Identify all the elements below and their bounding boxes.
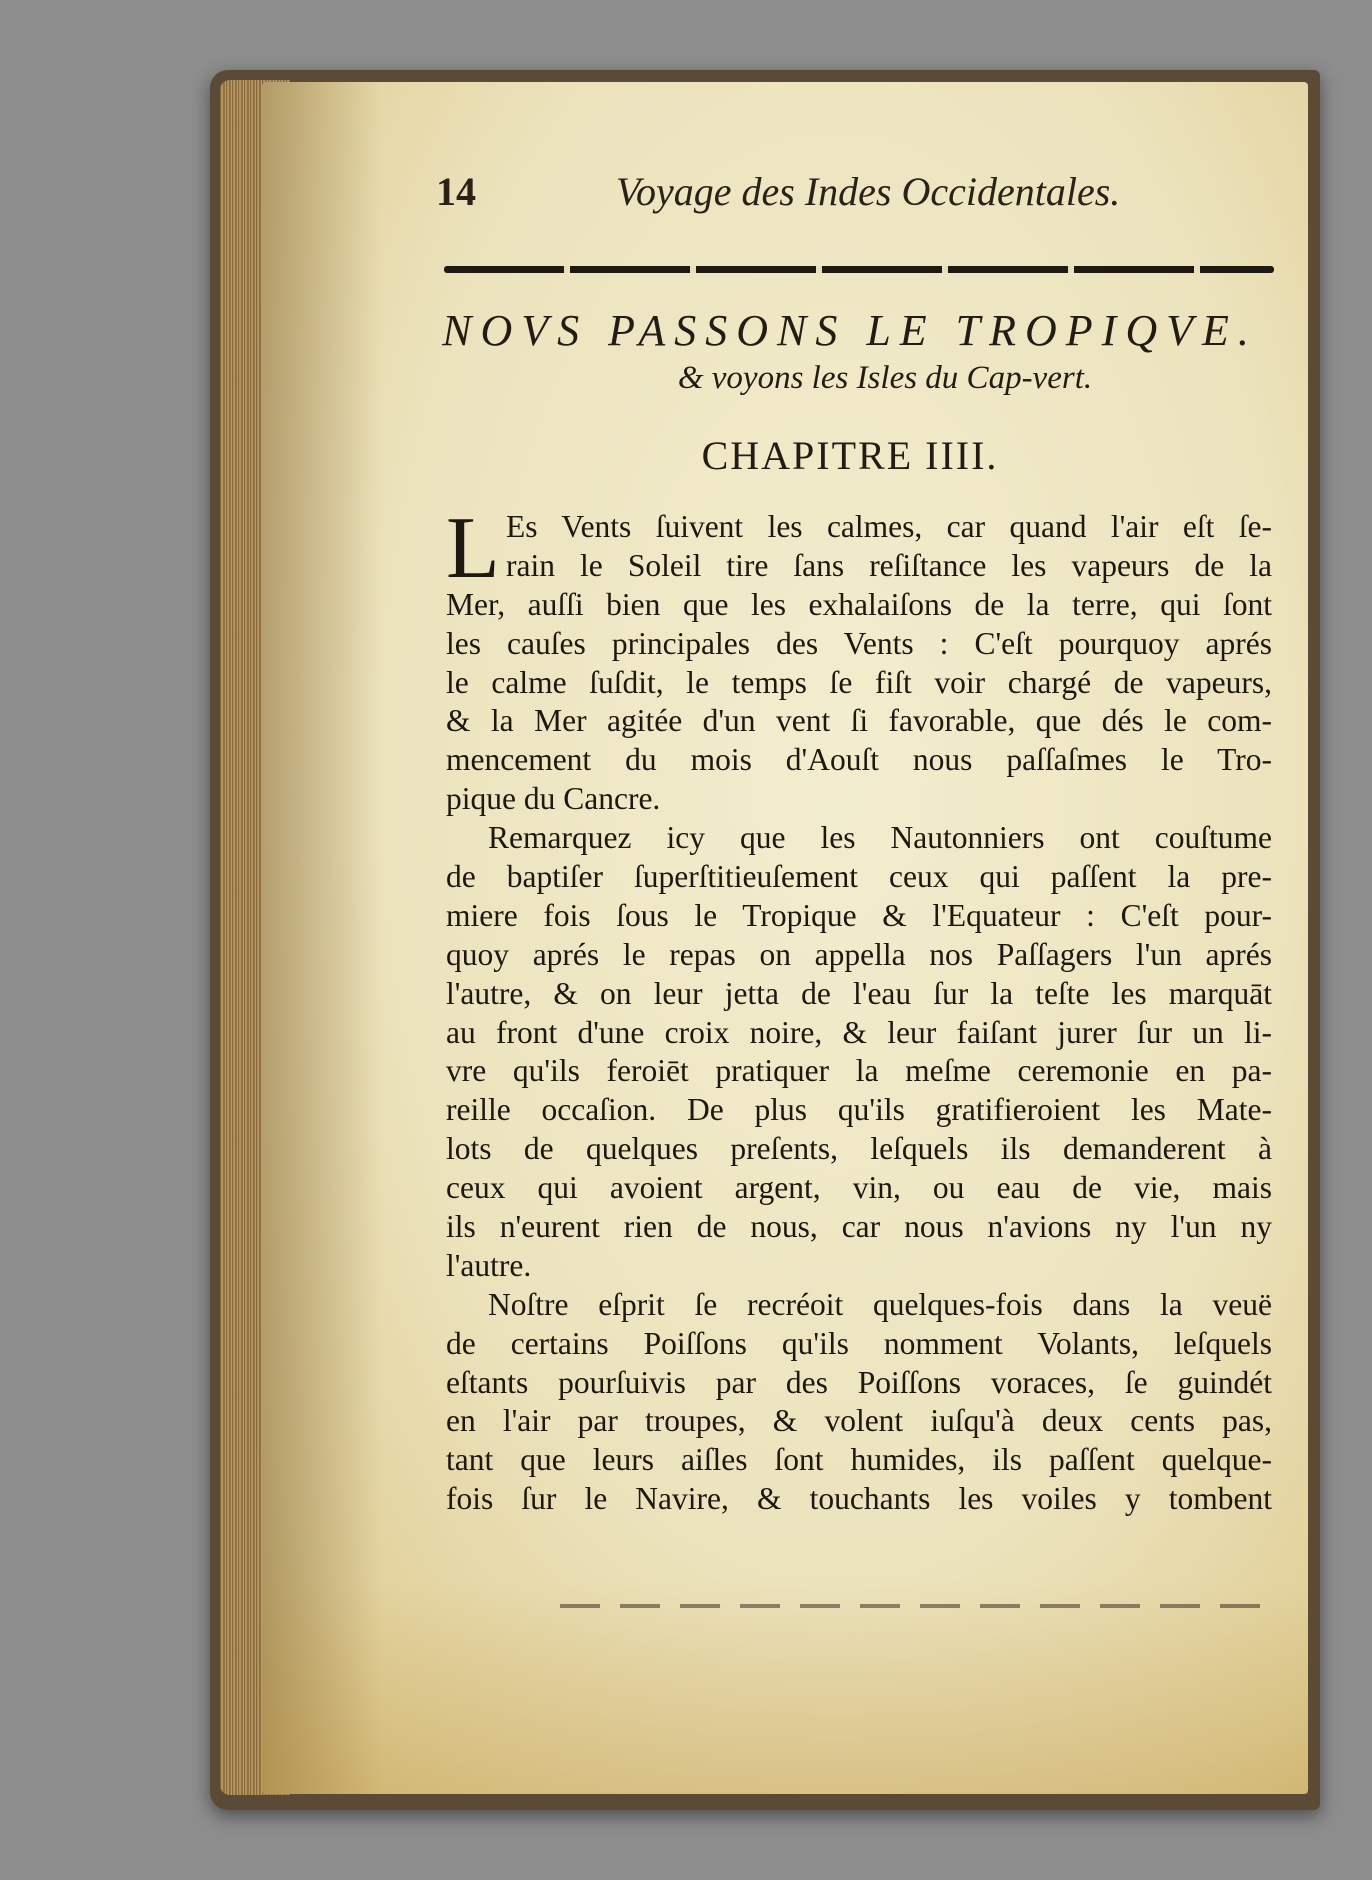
running-header: [436, 168, 1246, 228]
text-line: fois ſur le Navire, & touchants les voiles y tombent: [446, 1481, 1272, 1517]
text-line: en l'air par troupes, & volent iuſqu'à deux cents pas,: [446, 1403, 1272, 1439]
text-line: le calme ſuſdit, le temps ſe fiſt voir chargé de vapeurs,: [446, 664, 1272, 700]
text-line: l'autre, & on leur jetta de l'eau ſur la teſte les marquāt: [446, 975, 1272, 1011]
text-line: eſtants pourſuivis par des Poiſſons voraces, ſe guindét: [446, 1364, 1272, 1400]
text-line: les cauſes principales des Vents : C'eſt pourquoy aprés: [446, 625, 1272, 661]
text-line: de baptiſer ſuperſtitieuſement ceux qui paſſent la pre-: [446, 859, 1272, 895]
chapter-number: CHAPITRE IIII.: [701, 433, 999, 478]
chapter-heading: [430, 305, 1270, 397]
text-line: Noſtre eſprit ſe recréoit quelques-fois dans la veuë: [488, 1286, 1272, 1322]
text-line: & la Mer agitée d'un vent ſi favorable, que dés le com-: [446, 703, 1272, 739]
running-title: Voyage des Indes Occidentales.: [616, 169, 1121, 214]
text-line: ils n'eurent rien de nous, car nous n'avions ny l'un ny: [446, 1209, 1272, 1245]
text-line: tant que leurs aiſles ſont humides, ils paſſent quelque-: [446, 1442, 1272, 1478]
text-line: vre qu'ils feroiēt pratiquer la meſme ceremonie en pa-: [446, 1053, 1272, 1089]
chapter-title: NOVS PASSONS LE TROPIQVE.: [442, 306, 1258, 355]
drop-cap: L: [446, 500, 500, 597]
text-line: reille occaſion. De plus qu'ils gratifieroient les Mate-: [446, 1092, 1272, 1128]
text-line: Remarquez icy que les Nautonniers ont couſtume: [488, 820, 1272, 856]
text-line: rain le Soleil tire ſans reſiſtance les vapeurs de la: [506, 547, 1272, 583]
text-line: Mer, auſſi bien que les exhalaiſons de la terre, qui ſont: [446, 586, 1272, 622]
text-line: lots de quelques preſents, leſquels ils demanderent à: [446, 1131, 1272, 1167]
body-text: [446, 500, 1272, 1519]
text-line: l'autre.: [446, 1247, 532, 1283]
text-line: Es Vents ſuivent les calmes, car quand l'air eſt ſe-: [506, 509, 1272, 544]
chapter-subtitle: & voyons les Isles du Cap-vert.: [677, 360, 1093, 396]
text-line: au front d'une croix noire, & leur faiſant jurer ſur un li-: [446, 1014, 1272, 1050]
text-line: pique du Cancre.: [446, 781, 661, 817]
text-line: quoy aprés le repas on appella nos Paſſagers l'un aprés: [446, 936, 1272, 972]
text-line: ceux qui avoient argent, vin, ou eau de vie, mais: [446, 1170, 1272, 1206]
text-line: miere fois ſous le Tropique & l'Equateur : C'eſt pour-: [446, 897, 1272, 933]
text-line: mencement du mois d'Aouſt nous paſſaſmes le Tro-: [446, 742, 1272, 778]
text-line: de certains Poiſſons qu'ils nomment Volants, leſquels: [446, 1325, 1272, 1361]
footer-marks: [560, 1604, 1260, 1608]
page-number: 14: [436, 169, 476, 214]
ornamental-rule: [444, 266, 1274, 273]
